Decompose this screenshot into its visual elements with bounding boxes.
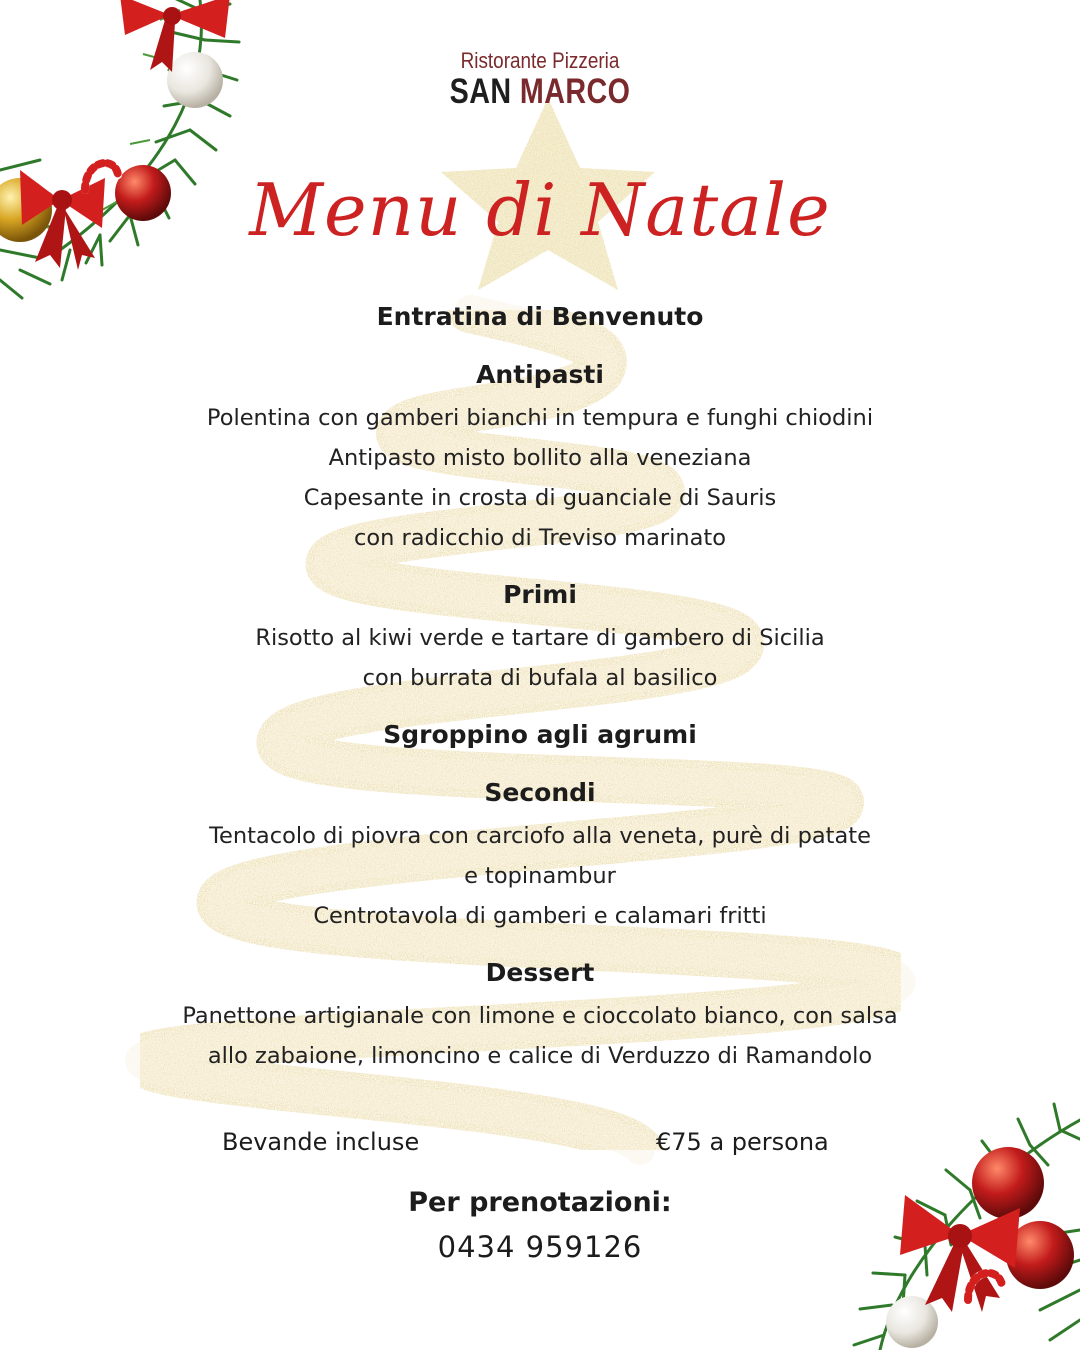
restaurant-name-part2: MARCO bbox=[519, 72, 631, 111]
dessert-heading: Dessert bbox=[485, 958, 595, 987]
secondi-heading: Secondi bbox=[484, 778, 596, 807]
restaurant-name-part1: SAN bbox=[449, 72, 512, 111]
sgroppino-heading: Sgroppino agli agrumi bbox=[383, 720, 697, 749]
antipasti-item: Antipasto misto bollito alla veneziana bbox=[328, 445, 752, 471]
antipasti-item: Capesante in crosta di guanciale di Sauris bbox=[303, 485, 777, 511]
welcome-heading: Entratina di Benvenuto bbox=[376, 302, 704, 331]
menu-title: Menu di Natale bbox=[249, 168, 831, 252]
wreath-top-left-decoration bbox=[0, 0, 239, 298]
secondi-item: e topinambur bbox=[464, 863, 616, 889]
price-per-person: €75 a persona bbox=[656, 1128, 829, 1156]
dessert-item: Panettone artigianale con limone e cioccolato bianco, con salsa bbox=[182, 1003, 898, 1029]
primi-item: con burrata di bufala al basilico bbox=[362, 665, 718, 691]
restaurant-logo-name bbox=[97, 72, 983, 112]
antipasti-heading: Antipasti bbox=[476, 360, 604, 389]
secondi-item: Centrotavola di gamberi e calamari fritti bbox=[313, 903, 767, 929]
phone-number[interactable]: 0434 959126 bbox=[437, 1230, 643, 1264]
primi-item: Risotto al kiwi verde e tartare di gambero di Sicilia bbox=[255, 625, 825, 651]
dessert-item: allo zabaione, limoncino e calice di Verduzzo di Ramandolo bbox=[207, 1043, 873, 1069]
booking-label: Per prenotazioni: bbox=[408, 1187, 672, 1218]
secondi-item: Tentacolo di piovra con carciofo alla veneta, purè di patate bbox=[209, 823, 871, 849]
antipasti-item: Polentina con gamberi bianchi in tempura e funghi chiodini bbox=[206, 405, 874, 431]
primi-heading: Primi bbox=[503, 580, 577, 609]
wreath-bottom-right-decoration bbox=[854, 1104, 1080, 1350]
antipasti-item: con radicchio di Treviso marinato bbox=[353, 525, 727, 551]
drinks-included: Bevande incluse bbox=[222, 1128, 420, 1156]
restaurant-subtitle: Ristorante Pizzeria bbox=[460, 48, 620, 73]
